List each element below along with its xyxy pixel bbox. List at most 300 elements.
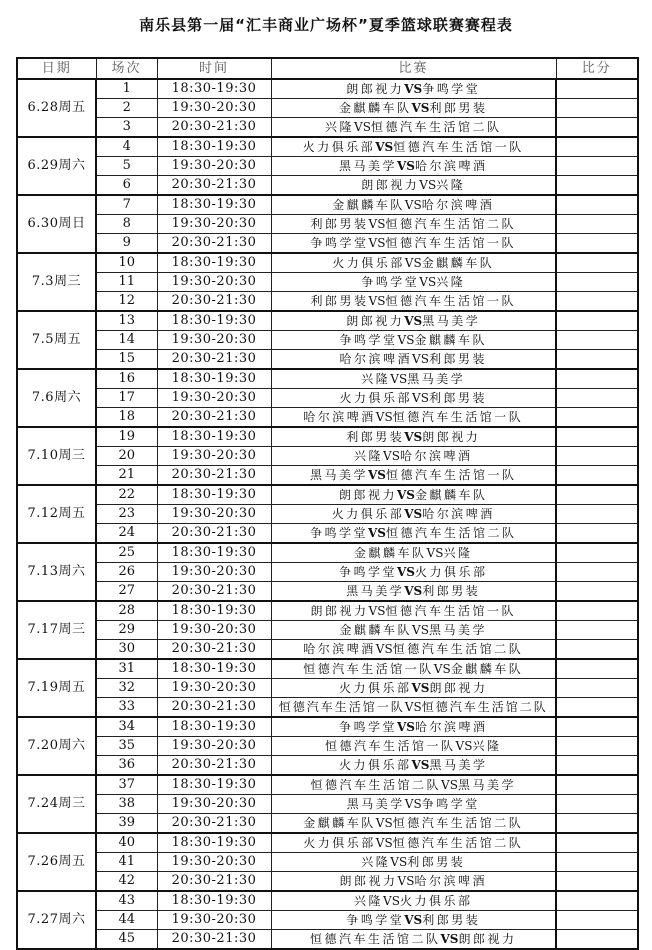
game-number-cell: 43 [96, 891, 157, 911]
away-team: 恒德汽车生活馆一队 [385, 468, 517, 482]
away-team: 利郎男装 [428, 391, 487, 405]
table-row [17, 292, 638, 312]
score-cell [556, 563, 638, 582]
match-cell [271, 833, 556, 853]
table-row [17, 137, 638, 157]
header-time: 时间 [157, 58, 271, 79]
game-number-cell: 39 [96, 814, 157, 834]
away-team: 恒德汽车生活馆一队 [393, 140, 524, 154]
home-team: 兴隆 [361, 855, 391, 869]
time-cell: 19:30-20:30 [157, 99, 271, 118]
home-team: 兴隆 [361, 372, 391, 386]
versus-label: VS [404, 700, 422, 714]
game-number-cell: 14 [96, 331, 157, 350]
game-number-cell: 35 [96, 737, 157, 756]
away-team: 利郎男装 [407, 855, 466, 869]
home-team: 争鸣学堂 [339, 333, 398, 347]
match-cell [271, 737, 556, 756]
game-number-cell: 38 [96, 795, 157, 814]
schedule-body [17, 79, 638, 949]
away-team: 黑马美学 [407, 372, 466, 386]
game-number-cell: 10 [96, 253, 157, 273]
date-cell: 7.13周六 [17, 543, 96, 601]
versus-label: VS [412, 391, 429, 405]
game-number-cell: 34 [96, 717, 157, 737]
table-row [17, 447, 638, 466]
match-cell [271, 350, 556, 370]
versus-label: VS [412, 623, 429, 637]
score-cell [556, 369, 638, 389]
match-cell [271, 814, 556, 834]
home-team: 利郎男装 [346, 430, 405, 444]
match-cell [271, 331, 556, 350]
table-row [17, 775, 638, 795]
home-team: 争鸣学堂 [338, 565, 397, 579]
game-number-cell: 11 [96, 273, 157, 292]
schedule-table [16, 57, 639, 950]
away-team: 恒德汽车生活馆二队 [421, 700, 548, 714]
time-cell: 19:30-20:30 [157, 911, 271, 930]
date-cell: 7.24周三 [17, 775, 96, 833]
home-team: 兴隆 [325, 120, 355, 134]
versus-label: VS [368, 468, 386, 482]
time-cell: 20:30-21:30 [157, 872, 271, 892]
home-team: 黑马美学 [346, 797, 405, 811]
versus-label: VS [441, 778, 458, 792]
time-cell: 19:30-20:30 [157, 853, 271, 872]
score-cell [556, 601, 638, 621]
match-cell [271, 775, 556, 795]
away-team: 恒德汽车生活馆二队 [385, 217, 516, 231]
match-cell [271, 195, 556, 215]
home-team: 利郎男装 [310, 294, 369, 308]
time-cell: 20:30-21:30 [157, 292, 271, 312]
score-cell [556, 234, 638, 254]
date-cell: 7.6周六 [17, 369, 96, 427]
away-team: 哈尔滨啤酒 [399, 449, 473, 463]
away-team: 哈尔滨啤酒 [422, 507, 495, 521]
time-cell: 19:30-20:30 [157, 331, 271, 350]
away-team: 争鸣学堂 [422, 82, 481, 96]
home-team: 朗郎视力 [361, 178, 420, 192]
match-cell [271, 563, 556, 582]
away-team: 恒德汽车生活馆二队 [385, 526, 517, 540]
table-row [17, 853, 638, 872]
table-row [17, 698, 638, 718]
away-team: 朗郎视力 [458, 932, 517, 946]
match-cell [271, 659, 556, 679]
away-team: 金麒麟车队 [421, 256, 495, 270]
home-team: 利郎男装 [310, 217, 369, 231]
score-cell [556, 118, 638, 138]
score-cell [556, 659, 638, 679]
header-date: 日期 [17, 58, 96, 79]
table-row [17, 273, 638, 292]
away-team: 恒德汽车生活馆二队 [392, 836, 524, 850]
table-row [17, 176, 638, 196]
versus-label: VS [397, 565, 415, 579]
score-cell [556, 505, 638, 524]
document-title: 南乐县第一届“汇丰商业广场杯”夏季篮球联赛赛程表 [139, 16, 513, 34]
game-number-cell: 44 [96, 911, 157, 930]
game-number-cell: 36 [96, 756, 157, 776]
game-number-cell: 33 [96, 698, 157, 718]
score-cell [556, 930, 638, 950]
versus-label: VS [404, 913, 423, 927]
time-cell: 20:30-21:30 [157, 118, 271, 138]
game-number-cell: 19 [96, 427, 157, 447]
date-cell: 6.28周五 [17, 79, 96, 137]
home-team: 朗郎视力 [310, 604, 369, 618]
away-team: 金麒麟车队 [414, 488, 488, 502]
home-team: 哈尔滨啤酒 [303, 642, 376, 656]
match-cell [271, 408, 556, 428]
table-row [17, 408, 638, 428]
table-row [17, 466, 638, 486]
header-game-no: 场次 [96, 58, 157, 79]
table-row [17, 833, 638, 853]
score-cell [556, 215, 638, 234]
home-team: 火力俱乐部 [339, 391, 413, 405]
match-cell [271, 853, 556, 872]
versus-label: VS [368, 236, 386, 250]
table-row [17, 215, 638, 234]
versus-label: VS [412, 352, 429, 366]
table-row [17, 505, 638, 524]
time-cell: 18:30-19:30 [157, 601, 271, 621]
table-row [17, 756, 638, 776]
table-row [17, 369, 638, 389]
versus-label: VS [433, 662, 451, 676]
score-cell [556, 408, 638, 428]
versus-label: VS [397, 333, 415, 347]
home-team: 火力俱乐部 [332, 256, 405, 270]
match-cell [271, 369, 556, 389]
home-team: 朗郎视力 [346, 82, 405, 96]
score-cell [556, 311, 638, 331]
game-number-cell: 31 [96, 659, 157, 679]
versus-label: VS [397, 874, 415, 888]
versus-label: VS [404, 797, 422, 811]
score-cell [556, 99, 638, 118]
versus-label: VS [383, 449, 400, 463]
score-cell [556, 466, 638, 486]
home-team: 黑马美学 [346, 584, 405, 598]
time-cell: 18:30-19:30 [157, 485, 271, 505]
home-team: 恒德汽车生活馆一队 [325, 739, 456, 753]
game-number-cell: 12 [96, 292, 157, 312]
match-cell [271, 621, 556, 640]
match-cell [271, 99, 556, 118]
time-cell: 20:30-21:30 [157, 524, 271, 544]
versus-label: VS [354, 120, 371, 134]
game-number-cell: 8 [96, 215, 157, 234]
time-cell: 18:30-19:30 [157, 427, 271, 447]
home-team: 金麒麟车队 [354, 546, 427, 560]
game-number-cell: 3 [96, 118, 157, 138]
home-team: 金麒麟车队 [338, 101, 412, 115]
away-team: 火力俱乐部 [399, 894, 473, 908]
game-number-cell: 32 [96, 679, 157, 698]
game-number-cell: 29 [96, 621, 157, 640]
time-cell: 20:30-21:30 [157, 814, 271, 834]
score-cell [556, 485, 638, 505]
versus-label: VS [411, 681, 430, 695]
table-row [17, 427, 638, 447]
date-cell: 7.3周三 [17, 253, 96, 311]
score-cell [556, 253, 638, 273]
away-team: 金麒麟车队 [450, 662, 524, 676]
match-cell [271, 118, 556, 138]
time-cell: 20:30-21:30 [157, 466, 271, 486]
home-team: 争鸣学堂 [338, 720, 397, 734]
match-cell [271, 79, 556, 99]
game-number-cell: 26 [96, 563, 157, 582]
match-cell [271, 311, 556, 331]
time-cell: 18:30-19:30 [157, 195, 271, 215]
table-row [17, 524, 638, 544]
versus-label: VS [375, 410, 393, 424]
game-number-cell: 9 [96, 234, 157, 254]
home-team: 金麒麟车队 [339, 623, 413, 637]
score-cell [556, 79, 638, 99]
table-row [17, 350, 638, 370]
away-team: 黑马美学 [422, 314, 481, 328]
table-row [17, 311, 638, 331]
game-number-cell: 1 [96, 79, 157, 99]
date-cell: 6.30周日 [17, 195, 96, 253]
away-team: 恒德汽车生活馆一队 [385, 294, 516, 308]
game-number-cell: 42 [96, 872, 157, 892]
score-cell [556, 679, 638, 698]
versus-label: VS [404, 584, 423, 598]
match-cell [271, 717, 556, 737]
table-row [17, 157, 638, 176]
game-number-cell: 28 [96, 601, 157, 621]
home-team: 恒德汽车生活馆一队 [278, 700, 405, 714]
versus-label: VS [375, 836, 393, 850]
home-team: 黑马美学 [338, 159, 397, 173]
table-row [17, 389, 638, 408]
time-cell: 20:30-21:30 [157, 408, 271, 428]
away-team: 火力俱乐部 [414, 565, 488, 579]
match-cell [271, 524, 556, 544]
match-cell [271, 872, 556, 892]
away-team: 利郎男装 [428, 352, 487, 366]
versus-label: VS [368, 604, 386, 618]
match-cell [271, 447, 556, 466]
home-team: 争鸣学堂 [361, 275, 420, 289]
time-cell: 20:30-21:30 [157, 234, 271, 254]
home-team: 黑马美学 [309, 468, 368, 482]
time-cell: 18:30-19:30 [157, 137, 271, 157]
time-cell: 18:30-19:30 [157, 833, 271, 853]
time-cell: 18:30-19:30 [157, 79, 271, 99]
away-team: 哈尔滨啤酒 [414, 720, 488, 734]
home-team: 争鸣学堂 [310, 236, 369, 250]
home-team: 火力俱乐部 [302, 140, 376, 154]
table-row [17, 331, 638, 350]
home-team: 火力俱乐部 [338, 758, 412, 772]
table-row [17, 659, 638, 679]
versus-label: VS [404, 314, 423, 328]
game-number-cell: 40 [96, 833, 157, 853]
header-row [17, 58, 638, 79]
home-team: 哈尔滨啤酒 [339, 352, 413, 366]
table-row [17, 891, 638, 911]
score-cell [556, 795, 638, 814]
time-cell: 19:30-20:30 [157, 795, 271, 814]
away-team: 恒德汽车生活馆二队 [392, 816, 524, 830]
match-cell [271, 582, 556, 602]
versus-label: VS [419, 275, 437, 289]
score-cell [556, 427, 638, 447]
match-cell [271, 795, 556, 814]
time-cell: 20:30-21:30 [157, 582, 271, 602]
match-cell [271, 215, 556, 234]
versus-label: VS [440, 932, 459, 946]
date-cell: 7.5周五 [17, 311, 96, 369]
home-team: 金麒麟车队 [332, 198, 405, 212]
versus-label: VS [368, 294, 386, 308]
home-team: 火力俱乐部 [303, 836, 376, 850]
home-team: 火力俱乐部 [338, 681, 412, 695]
away-team: 黑马美学 [429, 758, 488, 772]
match-cell [271, 253, 556, 273]
match-cell [271, 756, 556, 776]
home-team: 金麒麟车队 [303, 816, 376, 830]
away-team: 兴隆 [436, 275, 466, 289]
away-team: 朗郎视力 [429, 681, 488, 695]
home-team: 朗郎视力 [339, 874, 398, 888]
score-cell [556, 524, 638, 544]
match-cell [271, 389, 556, 408]
game-number-cell: 17 [96, 389, 157, 408]
away-team: 哈尔滨啤酒 [414, 159, 488, 173]
score-cell [556, 872, 638, 892]
match-cell [271, 543, 556, 563]
table-row [17, 601, 638, 621]
time-cell: 18:30-19:30 [157, 717, 271, 737]
game-number-cell: 15 [96, 350, 157, 370]
versus-label: VS [368, 217, 386, 231]
away-team: 恒德汽车生活馆一队 [385, 236, 516, 250]
game-number-cell: 22 [96, 485, 157, 505]
score-cell [556, 853, 638, 872]
time-cell: 19:30-20:30 [157, 679, 271, 698]
time-cell: 19:30-20:30 [157, 447, 271, 466]
away-team: 利郎男装 [429, 101, 488, 115]
home-team: 朗郎视力 [346, 314, 405, 328]
versus-label: VS [411, 758, 430, 772]
time-cell: 18:30-19:30 [157, 369, 271, 389]
date-cell: 7.20周六 [17, 717, 96, 775]
game-number-cell: 37 [96, 775, 157, 795]
versus-label: VS [419, 178, 437, 192]
table-row [17, 814, 638, 834]
table-row [17, 582, 638, 602]
game-number-cell: 21 [96, 466, 157, 486]
game-number-cell: 16 [96, 369, 157, 389]
score-cell [556, 176, 638, 196]
table-row [17, 640, 638, 660]
time-cell: 20:30-21:30 [157, 756, 271, 776]
versus-label: VS [390, 372, 408, 386]
time-cell: 18:30-19:30 [157, 253, 271, 273]
versus-label: VS [390, 855, 408, 869]
versus-label: VS [404, 82, 423, 96]
score-cell [556, 621, 638, 640]
time-cell: 20:30-21:30 [157, 930, 271, 950]
match-cell [271, 466, 556, 486]
match-cell [271, 427, 556, 447]
match-cell [271, 273, 556, 292]
time-cell: 20:30-21:30 [157, 698, 271, 718]
score-cell [556, 273, 638, 292]
versus-label: VS [404, 198, 422, 212]
table-row [17, 79, 638, 99]
date-cell: 7.10周三 [17, 427, 96, 485]
score-cell [556, 157, 638, 176]
header-score: 比分 [556, 58, 638, 79]
table-row [17, 118, 638, 138]
table-row [17, 253, 638, 273]
versus-label: VS [397, 488, 415, 502]
time-cell: 19:30-20:30 [157, 215, 271, 234]
match-cell [271, 930, 556, 950]
versus-label: VS [397, 159, 415, 173]
time-cell: 19:30-20:30 [157, 505, 271, 524]
time-cell: 18:30-19:30 [157, 311, 271, 331]
time-cell: 20:30-21:30 [157, 350, 271, 370]
table-row [17, 717, 638, 737]
time-cell: 20:30-21:30 [157, 640, 271, 660]
match-cell [271, 234, 556, 254]
versus-label: VS [375, 140, 394, 154]
table-row [17, 99, 638, 118]
table-row [17, 485, 638, 505]
time-cell: 18:30-19:30 [157, 543, 271, 563]
table-row [17, 795, 638, 814]
game-number-cell: 18 [96, 408, 157, 428]
away-team: 兴隆 [436, 178, 466, 192]
versus-label: VS [397, 720, 415, 734]
score-cell [556, 195, 638, 215]
away-team: 利郎男装 [422, 584, 481, 598]
game-number-cell: 2 [96, 99, 157, 118]
home-team: 火力俱乐部 [331, 507, 405, 521]
table-row [17, 679, 638, 698]
versus-label: VS [375, 642, 393, 656]
away-team: 黑马美学 [457, 778, 516, 792]
table-row [17, 621, 638, 640]
game-number-cell: 13 [96, 311, 157, 331]
away-team: 黑马美学 [428, 623, 487, 637]
versus-label: VS [411, 101, 430, 115]
table-row [17, 234, 638, 254]
away-team: 朗郎视力 [422, 430, 481, 444]
time-cell: 19:30-20:30 [157, 737, 271, 756]
match-cell [271, 601, 556, 621]
game-number-cell: 27 [96, 582, 157, 602]
table-row [17, 911, 638, 930]
score-cell [556, 582, 638, 602]
time-cell: 19:30-20:30 [157, 621, 271, 640]
match-cell [271, 292, 556, 312]
game-number-cell: 45 [96, 930, 157, 950]
home-team: 哈尔滨啤酒 [303, 410, 376, 424]
score-cell [556, 640, 638, 660]
